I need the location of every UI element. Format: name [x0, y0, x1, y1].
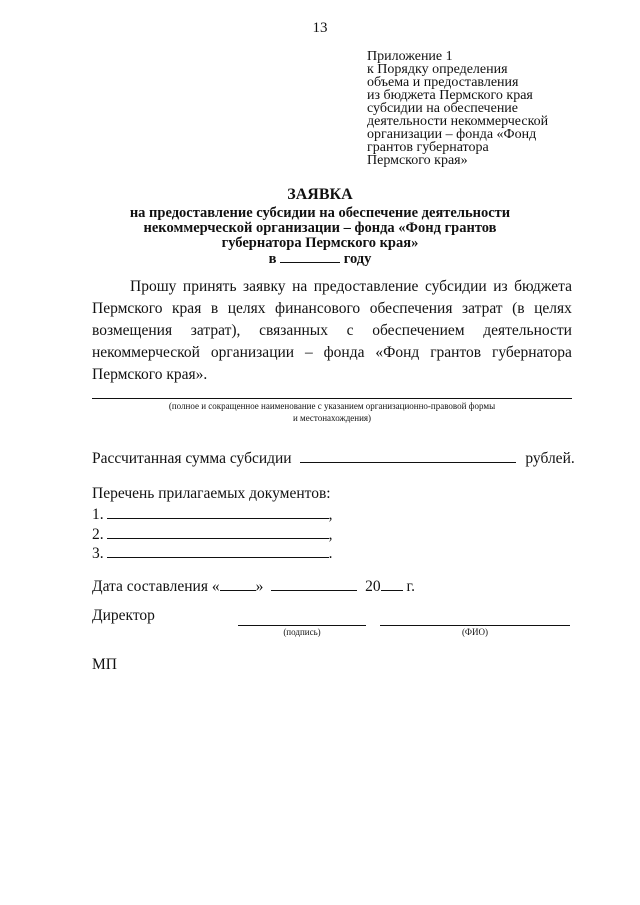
paragraph-word: деятельности: [483, 322, 572, 339]
document-title: ЗАЯВКА: [287, 186, 353, 203]
date-close-quote: »: [255, 578, 264, 595]
paragraph-word: края: [172, 300, 202, 317]
paragraph-word: обеспечения: [369, 300, 453, 317]
paragraph-word: целях: [227, 300, 266, 317]
appendix-line: из бюджета Пермского края: [367, 88, 533, 103]
paragraph-word: Прошу: [130, 278, 177, 295]
document-item-blank: [107, 527, 329, 539]
appendix-line: к Порядку определения: [367, 62, 508, 77]
paragraph-line: [92, 276, 572, 298]
document-item: [92, 506, 333, 524]
date-row: [92, 578, 415, 596]
year-blank: [280, 251, 340, 263]
paragraph-word: бюджета: [514, 278, 572, 295]
paragraph-word: губернатора: [492, 344, 572, 361]
paragraph-word: связанных: [259, 322, 328, 339]
year-prefix: в: [268, 251, 277, 267]
subsidy-unit: рублей.: [525, 450, 575, 467]
year-prefix: 20: [365, 578, 381, 595]
appendix-line: субсидии на обеспечение: [367, 101, 519, 116]
year-suffix: году: [343, 251, 372, 267]
org-name-line: [92, 398, 572, 399]
appendix-line: Приложение 1: [367, 49, 453, 64]
name-caption: (ФИО): [461, 627, 489, 637]
paragraph-word: предоставление: [313, 278, 419, 295]
paragraph-line: [92, 342, 572, 364]
appendix-line: объема и предоставления: [367, 75, 519, 90]
subtitle-line: на предоставление субсидии на обеспечение деятельности: [129, 205, 511, 221]
document-item: [92, 545, 333, 563]
document-item-number: 2.: [92, 526, 104, 543]
paragraph-word: субсидии: [424, 278, 487, 295]
paragraph-word: принять: [182, 278, 237, 295]
paragraph-line: [92, 298, 572, 320]
document-item-end: ,: [328, 526, 333, 543]
month-blank: [271, 579, 357, 591]
paragraph-word: затрат),: [190, 322, 241, 339]
paragraph-word: на: [292, 278, 308, 295]
paragraph-word: заявку: [243, 278, 286, 295]
paragraph-word: возмещения: [92, 322, 173, 339]
paragraph-word: «Фонд: [375, 344, 420, 361]
name-line: [380, 625, 570, 626]
signature-caption: (подпись): [283, 627, 321, 637]
document-subtitle: [0, 206, 640, 267]
document-item-number: 3.: [92, 545, 104, 562]
paragraph-word: некоммерческой: [92, 344, 200, 361]
appendix-line: Пермского края»: [367, 153, 468, 168]
paragraph-word: финансового: [275, 300, 361, 317]
paragraph-word: Пермского: [92, 300, 163, 317]
day-blank: [220, 579, 256, 591]
paragraph-word: из: [493, 278, 508, 295]
request-paragraph: [92, 276, 572, 386]
paragraph-word: в: [210, 300, 219, 317]
subtitle-year-line: [0, 251, 640, 267]
stamp-label: МП: [92, 656, 117, 673]
documents-label: Перечень прилагаемых документов:: [92, 485, 331, 502]
document-item-number: 1.: [92, 506, 104, 523]
signature-line: [238, 625, 366, 626]
paragraph-word: целях: [534, 300, 572, 317]
paragraph-word: организации: [210, 344, 295, 361]
appendix-block: [367, 50, 597, 167]
page-number: 13: [312, 20, 328, 36]
document-item: [92, 526, 333, 544]
year-blank: [381, 579, 403, 591]
paragraph-word: затрат: [462, 300, 503, 317]
paragraph-word: фонда: [323, 344, 365, 361]
subsidy-label: Рассчитанная сумма субсидии: [92, 450, 292, 467]
subtitle-line: некоммерческой организации – фонда «Фонд грантов: [143, 220, 497, 236]
document-item-end: ,: [328, 506, 333, 523]
subsidy-amount-blank: [300, 451, 516, 463]
paragraph-word: (в: [512, 300, 525, 317]
paragraph-line: Пермского края».: [92, 366, 208, 383]
document-item-blank: [107, 546, 329, 558]
document-item-end: .: [328, 545, 333, 562]
paragraph-word: грантов: [430, 344, 482, 361]
document-item-blank: [107, 507, 329, 519]
paragraph-line: [92, 320, 572, 342]
paragraph-word: –: [304, 344, 313, 361]
subsidy-amount-row: [92, 450, 575, 468]
paragraph-word: обеспечением: [372, 322, 465, 339]
appendix-line: грантов губернатора: [367, 140, 489, 155]
appendix-line: деятельности некоммерческой: [367, 114, 549, 129]
org-name-caption: (полное и сокращенное наименование с указанием организационно-правовой формы и местонахождения): [168, 401, 496, 423]
appendix-line: организации – фонда «Фонд: [367, 127, 537, 142]
paragraph-word: с: [346, 322, 354, 339]
director-label: Директор: [92, 607, 155, 624]
year-suffix: г.: [406, 578, 415, 595]
date-label: Дата составления «: [92, 578, 220, 595]
subtitle-line: губернатора Пермского края»: [221, 235, 419, 251]
